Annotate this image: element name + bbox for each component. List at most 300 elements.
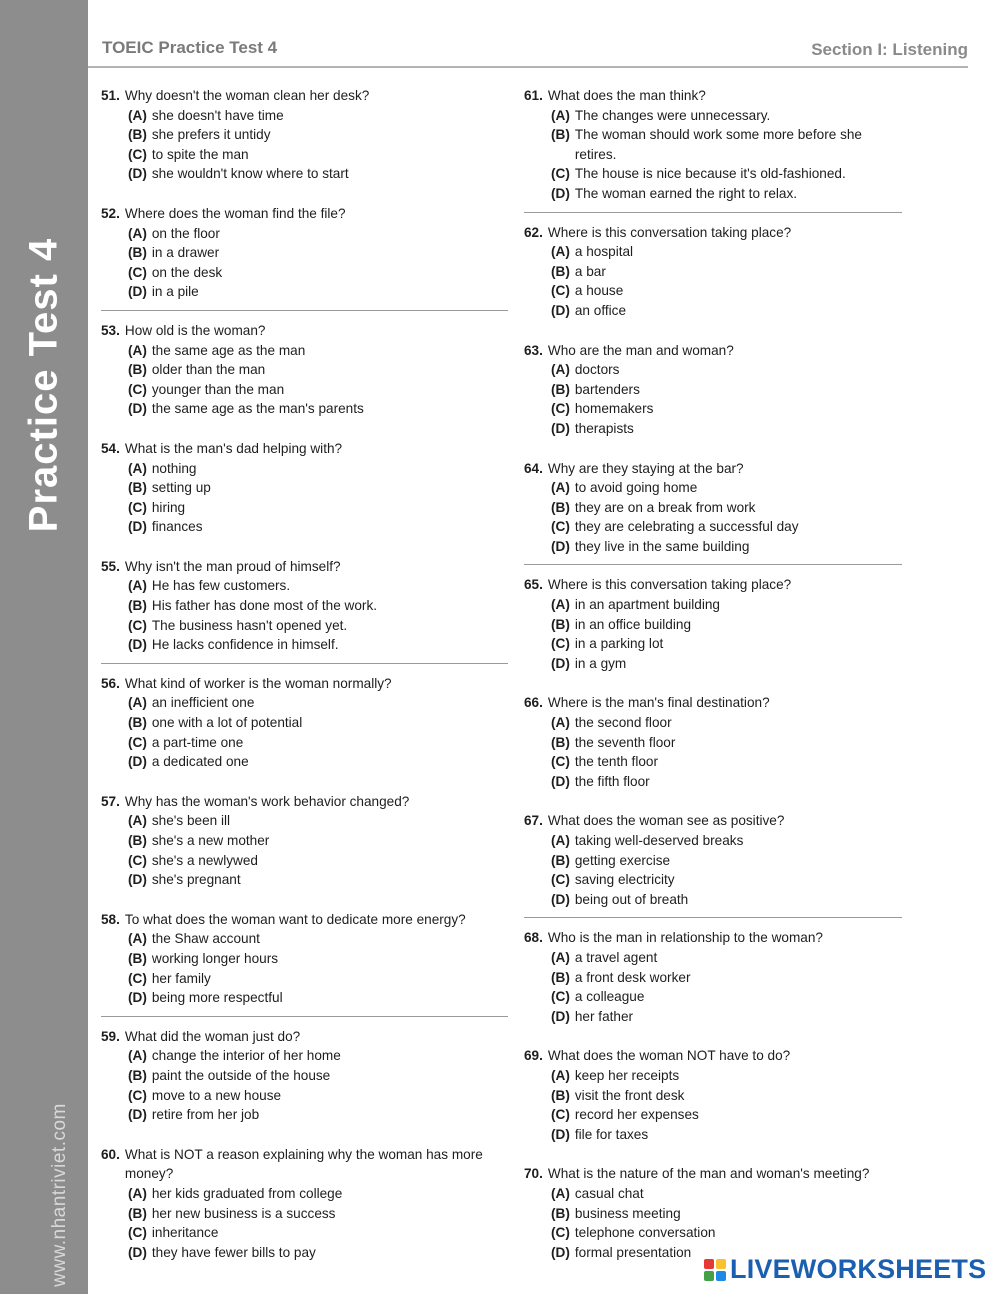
option-text: they have fewer bills to pay <box>151 1244 316 1260</box>
answer-option <box>524 890 902 910</box>
option-letter: (B) <box>551 263 570 279</box>
question-block <box>101 439 508 537</box>
question-block <box>101 1145 508 1263</box>
option-text: in a drawer <box>151 245 220 261</box>
question-stem <box>524 575 902 595</box>
question-text: Why has the woman's work behavior changed? <box>124 793 410 809</box>
question-block <box>101 557 508 655</box>
question-number: 59. <box>101 1028 120 1044</box>
question-block <box>101 86 508 184</box>
option-letter: (C) <box>551 283 570 299</box>
logo-square-2 <box>716 1259 726 1269</box>
option-text: nothing <box>151 460 197 476</box>
section-divider <box>524 564 902 565</box>
question-number: 61. <box>524 88 543 103</box>
option-letter: (C) <box>128 1225 147 1241</box>
option-letter: (C) <box>551 989 570 1005</box>
option-letter: (B) <box>128 127 147 143</box>
answer-option <box>524 595 902 615</box>
question-block <box>524 1164 902 1262</box>
option-text: getting exercise <box>574 852 671 868</box>
answer-option <box>101 1243 508 1263</box>
answer-option <box>524 752 902 772</box>
option-letter: (C) <box>551 519 570 535</box>
option-text: file for taxes <box>574 1126 649 1142</box>
option-letter: (D) <box>551 302 570 318</box>
option-letter: (B) <box>128 480 147 496</box>
answer-option <box>524 1223 902 1243</box>
answer-option <box>101 125 508 145</box>
option-text: a dedicated one <box>151 754 249 770</box>
option-letter: (D) <box>128 401 147 417</box>
question-number: 62. <box>524 224 543 240</box>
answer-option <box>524 1066 902 1086</box>
option-text: The changes were unnecessary. <box>574 107 771 123</box>
option-text: she's pregnant <box>151 872 241 888</box>
logo-square-3 <box>704 1271 714 1281</box>
option-letter: (A) <box>551 362 570 378</box>
option-letter: (B) <box>551 1087 570 1103</box>
answer-option <box>524 948 902 968</box>
answer-option <box>524 772 902 792</box>
question-text: Why doesn't the woman clean her desk? <box>124 88 370 103</box>
answer-option <box>524 733 902 753</box>
question-stem <box>524 811 902 831</box>
answer-option <box>101 498 508 518</box>
option-letter: (B) <box>128 1067 147 1083</box>
logo-text: LIVEWORKSHEETS <box>730 1254 987 1284</box>
option-letter: (A) <box>128 1185 147 1201</box>
option-letter: (A) <box>551 715 570 731</box>
question-text: What is the man's dad helping with? <box>124 440 343 456</box>
option-text: He lacks confidence in himself. <box>151 637 339 653</box>
option-letter: (B) <box>551 852 570 868</box>
question-text: How old is the woman? <box>124 322 266 338</box>
option-letter: (A) <box>128 931 147 947</box>
option-letter: (A) <box>128 107 147 123</box>
option-text: The woman should work some more before she retires. <box>574 127 862 162</box>
answer-option <box>101 1046 508 1066</box>
option-text: move to a new house <box>151 1087 282 1103</box>
option-text: the seventh floor <box>574 734 676 750</box>
option-letter: (D) <box>128 1244 147 1260</box>
question-block <box>524 223 902 321</box>
question-number: 52. <box>101 205 120 221</box>
question-stem <box>101 1145 508 1184</box>
answer-option <box>524 360 902 380</box>
question-number: 67. <box>524 813 543 829</box>
answer-option <box>101 224 508 244</box>
logo-icon <box>704 1259 726 1281</box>
question-stem <box>524 1046 902 1066</box>
option-text: therapists <box>574 420 634 436</box>
question-block <box>101 204 508 302</box>
question-stem <box>101 792 508 812</box>
option-text: she's a new mother <box>151 833 270 848</box>
answer-option <box>101 145 508 165</box>
question-stem <box>101 321 508 341</box>
question-text: What does the woman see as positive? <box>547 813 785 829</box>
answer-option <box>101 1204 508 1224</box>
question-text: To what does the woman want to dedicate more energy? <box>124 911 466 927</box>
question-text: Why are they staying at the bar? <box>547 460 744 476</box>
option-text: hiring <box>151 499 186 515</box>
answer-option <box>524 851 902 871</box>
option-letter: (C) <box>551 401 570 417</box>
option-letter: (B) <box>128 598 147 614</box>
page-header <box>88 30 968 68</box>
answer-option <box>101 164 508 184</box>
answer-option <box>101 360 508 380</box>
option-text: they live in the same building <box>574 538 750 554</box>
option-text: the Shaw account <box>151 931 260 947</box>
answer-option <box>524 262 902 282</box>
answer-option <box>524 399 902 419</box>
option-letter: (C) <box>128 970 147 986</box>
answer-option <box>101 478 508 498</box>
option-letter: (A) <box>128 342 147 358</box>
answer-option <box>101 282 508 302</box>
option-letter: (D) <box>551 1244 570 1260</box>
section-divider <box>524 917 902 918</box>
question-text: Where does the woman find the file? <box>124 205 346 221</box>
answer-option <box>524 713 902 733</box>
answer-option <box>524 1086 902 1106</box>
question-stem <box>101 439 508 459</box>
question-number: 53. <box>101 322 120 338</box>
question-block <box>524 1046 902 1144</box>
sidebar <box>0 0 88 1294</box>
question-number: 56. <box>101 675 120 691</box>
answer-option <box>101 1105 508 1125</box>
option-text: to avoid going home <box>574 480 698 496</box>
question-stem <box>524 1164 902 1184</box>
option-letter: (C) <box>128 146 147 162</box>
answer-option <box>101 1184 508 1204</box>
question-block <box>524 86 902 204</box>
answer-option <box>524 380 902 400</box>
question-text: Who are the man and woman? <box>547 342 734 358</box>
option-text: His father has done most of the work. <box>151 598 378 614</box>
answer-option <box>524 281 902 301</box>
option-letter: (D) <box>128 872 147 888</box>
option-text: keep her receipts <box>574 1067 680 1083</box>
option-text: her father <box>574 1008 634 1024</box>
option-text: in an apartment building <box>574 597 720 613</box>
section-divider <box>101 310 508 311</box>
option-letter: (A) <box>128 460 147 476</box>
option-text: an office <box>574 302 627 318</box>
option-letter: (C) <box>128 852 147 868</box>
option-text: on the desk <box>151 264 223 280</box>
option-letter: (B) <box>551 969 570 985</box>
answer-option <box>524 634 902 654</box>
option-letter: (C) <box>128 264 147 280</box>
option-text: in a gym <box>574 655 627 671</box>
question-stem <box>524 928 902 948</box>
question-number: 64. <box>524 460 543 476</box>
option-text: younger than the man <box>151 381 285 397</box>
option-letter: (D) <box>128 1107 147 1123</box>
option-text: the tenth floor <box>574 754 659 770</box>
answer-option <box>524 831 902 851</box>
question-stem <box>101 204 508 224</box>
option-letter: (A) <box>551 1185 570 1201</box>
option-text: to spite the man <box>151 146 249 162</box>
option-text: inheritance <box>151 1225 219 1241</box>
answer-option <box>524 478 902 498</box>
option-text: older than the man <box>151 362 266 378</box>
option-text: a house <box>574 283 624 299</box>
option-text: she wouldn't know where to start <box>151 166 349 182</box>
answer-option <box>101 949 508 969</box>
question-number: 55. <box>101 558 120 574</box>
answer-option <box>101 752 508 772</box>
option-text: one with a lot of potential <box>151 715 303 731</box>
answer-option <box>524 164 902 184</box>
option-letter: (C) <box>551 636 570 652</box>
option-letter: (D) <box>551 538 570 554</box>
option-letter: (D) <box>551 655 570 671</box>
answer-option <box>101 969 508 989</box>
option-text: setting up <box>151 480 211 496</box>
option-text: a hospital <box>574 244 634 260</box>
question-block <box>524 811 902 909</box>
option-text: visit the front desk <box>574 1087 685 1103</box>
option-letter: (C) <box>128 617 147 633</box>
answer-option <box>101 693 508 713</box>
option-text: bartenders <box>574 381 640 397</box>
option-text: The business hasn't opened yet. <box>151 617 348 633</box>
option-text: her new business is a success <box>151 1205 336 1221</box>
option-text: she's a newlywed <box>151 852 258 868</box>
question-number: 63. <box>524 342 543 358</box>
answer-option <box>524 654 902 674</box>
question-number: 57. <box>101 793 120 809</box>
answer-option <box>524 498 902 518</box>
option-letter: (A) <box>551 833 570 848</box>
answer-option <box>101 616 508 636</box>
option-letter: (B) <box>128 245 147 261</box>
option-text: retire from her job <box>151 1107 260 1123</box>
question-text: Who is the man in relationship to the woman? <box>547 930 823 946</box>
question-number: 66. <box>524 695 543 711</box>
option-text: a travel agent <box>574 949 658 965</box>
question-stem <box>101 557 508 577</box>
question-stem <box>524 341 902 361</box>
option-letter: (A) <box>551 480 570 496</box>
answer-option <box>524 125 902 164</box>
answer-option <box>524 301 902 321</box>
option-letter: (D) <box>128 519 147 535</box>
question-text: Where is this conversation taking place? <box>547 577 792 593</box>
answer-option <box>101 399 508 419</box>
option-text: paint the outside of the house <box>151 1067 331 1083</box>
answer-option <box>524 1125 902 1145</box>
option-letter: (C) <box>551 1107 570 1123</box>
option-text: her family <box>151 970 211 986</box>
section-divider <box>101 1016 508 1017</box>
option-text: in an office building <box>574 616 692 632</box>
option-letter: (B) <box>128 950 147 966</box>
option-text: the second floor <box>574 715 672 731</box>
answer-option <box>101 243 508 263</box>
question-number: 65. <box>524 577 543 593</box>
option-text: doctors <box>574 362 620 378</box>
option-letter: (A) <box>128 695 147 711</box>
option-letter: (A) <box>551 107 570 123</box>
answer-option <box>101 459 508 479</box>
answer-option <box>524 870 902 890</box>
option-text: she's been ill <box>151 813 231 829</box>
option-letter: (C) <box>551 754 570 770</box>
option-text: finances <box>151 519 203 535</box>
answer-option <box>101 870 508 890</box>
question-text: What kind of worker is the woman normally? <box>124 675 392 691</box>
option-text: telephone conversation <box>574 1225 716 1241</box>
answer-option <box>101 929 508 949</box>
answer-option <box>524 419 902 439</box>
option-letter: (D) <box>551 420 570 436</box>
option-letter: (C) <box>551 872 570 888</box>
option-text: taking well-deserved breaks <box>574 833 744 848</box>
option-text: formal presentation <box>574 1244 692 1260</box>
liveworksheets-logo <box>702 1254 986 1285</box>
question-block <box>101 910 508 1008</box>
option-letter: (B) <box>551 499 570 515</box>
right-column <box>524 86 902 1262</box>
question-number: 68. <box>524 930 543 946</box>
answer-option <box>101 851 508 871</box>
answer-option <box>101 106 508 126</box>
option-text: she doesn't have time <box>151 107 284 123</box>
section-divider <box>524 212 902 213</box>
option-text: she prefers it untidy <box>151 127 271 143</box>
answer-option <box>524 615 902 635</box>
answer-option <box>524 184 902 204</box>
answer-option <box>101 341 508 361</box>
question-text: Where is the man's final destination? <box>547 695 770 711</box>
answer-option <box>101 1066 508 1086</box>
question-text: What is NOT a reason explaining why the woman has more money? <box>124 1146 483 1182</box>
logo-square-4 <box>716 1271 726 1281</box>
question-block <box>524 693 902 791</box>
option-letter: (A) <box>551 949 570 965</box>
option-text: being more respectful <box>151 990 283 1006</box>
question-stem <box>101 674 508 694</box>
option-letter: (B) <box>551 127 570 143</box>
question-block <box>524 575 902 673</box>
answer-option <box>101 517 508 537</box>
option-text: the fifth floor <box>574 773 650 789</box>
option-letter: (D) <box>551 1008 570 1024</box>
option-letter: (B) <box>128 715 147 731</box>
option-letter: (D) <box>128 637 147 653</box>
question-number: 51. <box>101 88 120 103</box>
logo-square-1 <box>704 1259 714 1269</box>
answer-option <box>524 1105 902 1125</box>
option-letter: (C) <box>128 499 147 515</box>
question-block <box>524 928 902 1026</box>
option-text: on the floor <box>151 225 220 241</box>
option-letter: (A) <box>128 225 147 241</box>
option-letter: (D) <box>551 773 570 789</box>
answer-option <box>524 106 902 126</box>
section-divider <box>101 663 508 664</box>
answer-option <box>101 733 508 753</box>
question-stem <box>101 910 508 930</box>
option-text: an inefficient one <box>151 695 255 711</box>
section-title: Section I: Listening <box>811 40 968 59</box>
answer-option <box>101 811 508 831</box>
test-title: TOEIC Practice Test 4 <box>102 38 278 57</box>
answer-option <box>101 380 508 400</box>
option-text: a bar <box>574 263 606 279</box>
left-column <box>101 86 508 1262</box>
option-letter: (C) <box>128 381 147 397</box>
question-number: 69. <box>524 1048 543 1064</box>
answer-option <box>101 596 508 616</box>
option-letter: (C) <box>551 166 570 182</box>
option-text: The woman earned the right to relax. <box>574 185 798 201</box>
option-text: change the interior of her home <box>151 1048 341 1064</box>
option-text: they are on a break from work <box>574 499 756 515</box>
question-block <box>101 674 508 772</box>
question-text: What did the woman just do? <box>124 1028 301 1044</box>
option-text: business meeting <box>574 1205 681 1221</box>
answer-option <box>101 263 508 283</box>
option-letter: (C) <box>551 1225 570 1241</box>
answer-option <box>524 968 902 988</box>
option-letter: (D) <box>551 1126 570 1142</box>
answer-option <box>101 635 508 655</box>
answer-option <box>524 1007 902 1027</box>
option-letter: (C) <box>128 734 147 750</box>
answer-option <box>101 713 508 733</box>
answer-option <box>524 537 902 557</box>
option-text: homemakers <box>574 401 654 417</box>
question-number: 54. <box>101 440 120 456</box>
option-text: record her expenses <box>574 1107 699 1123</box>
option-letter: (A) <box>128 1048 147 1064</box>
option-letter: (B) <box>551 381 570 397</box>
answer-option <box>101 1086 508 1106</box>
option-letter: (A) <box>551 244 570 260</box>
answer-option <box>524 242 902 262</box>
option-text: in a parking lot <box>574 636 664 652</box>
option-letter: (B) <box>551 734 570 750</box>
option-letter: (B) <box>128 1205 147 1221</box>
question-stem <box>524 693 902 713</box>
question-text: Where is this conversation taking place? <box>547 224 792 240</box>
question-block <box>524 341 902 439</box>
answer-option <box>101 576 508 596</box>
option-text: working longer hours <box>151 950 279 966</box>
question-stem <box>101 1027 508 1047</box>
option-text: the same age as the man <box>151 342 306 358</box>
option-letter: (A) <box>128 813 147 829</box>
question-number: 58. <box>101 911 120 927</box>
question-block <box>101 792 508 890</box>
option-letter: (B) <box>128 362 147 378</box>
question-stem <box>524 86 902 106</box>
option-text: casual chat <box>574 1185 644 1201</box>
question-stem <box>524 223 902 243</box>
option-text: in a pile <box>151 284 199 300</box>
sidebar-title: Practice Test 4 <box>21 237 66 533</box>
option-letter: (D) <box>551 185 570 201</box>
option-letter: (B) <box>128 833 147 848</box>
